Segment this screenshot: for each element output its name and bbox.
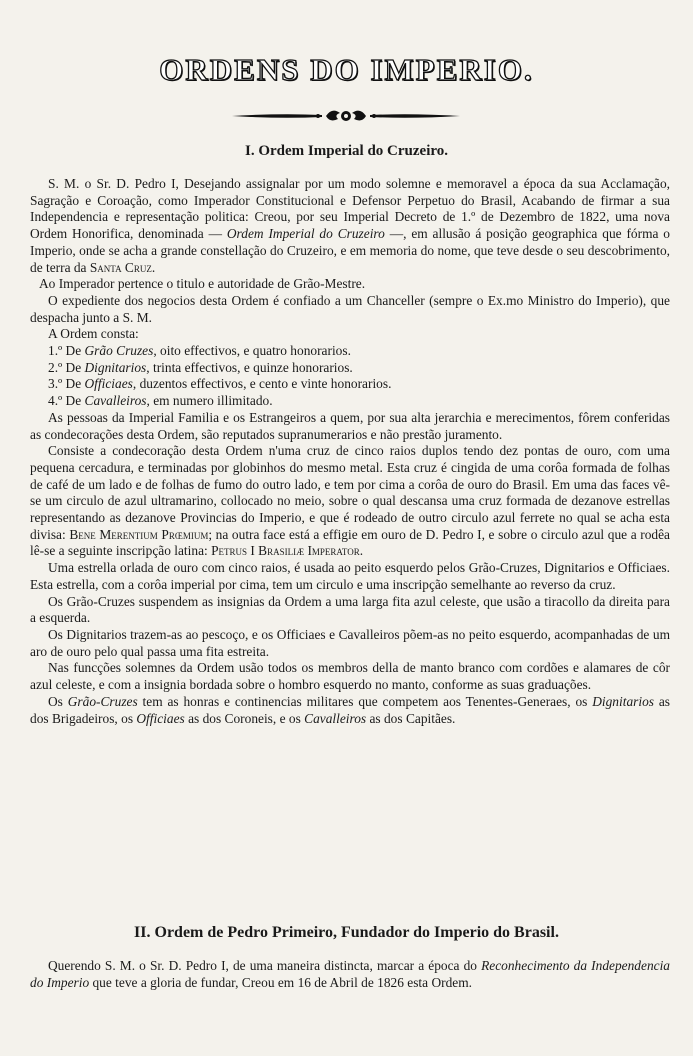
item-name: Grão Cruzes <box>84 343 154 359</box>
text-run: —, em allusão á posição geographica que fórma o Imperio, onde se acha a grande constellação do Cruzeiro, e em memoria do nome, que teve desde o seu descobrimento, de terra da <box>30 226 671 275</box>
item-text: , em numero illimitado. <box>146 393 273 409</box>
paragraph: A Ordem consta: <box>48 326 139 342</box>
item-number: 2.º De <box>48 359 85 375</box>
section-body-pedro-primeiro <box>30 958 670 991</box>
paragraph <box>30 176 670 276</box>
emphasis: Ordem Imperial do Cruzeiro <box>226 226 385 242</box>
paragraph <box>30 443 670 560</box>
list-item <box>30 360 670 377</box>
item-text: , oito effectivos, e quatro honorarios. <box>153 343 351 359</box>
text-run: ; na outra face está a effigie em ouro de D. Pedro I, e sobre o circulo azul que a rodêa lê-se a seguinte inscripção latina: <box>30 526 670 559</box>
list-item <box>30 376 670 393</box>
emphasis: Reconhecimento da Independencia do Imperio <box>30 958 671 990</box>
list-item <box>30 343 670 360</box>
ornament-divider-icon <box>230 105 462 127</box>
paragraph: Nas funcções solemnes da Ordem usão todos os membros della de manto branco com cordões e alamares de côr azul celeste, e com a insignia bordada sobre o hombro esquerdo no manto, conforme as suas graduações. <box>30 660 670 693</box>
paragraph <box>30 694 670 727</box>
paragraph: As pessoas da Imperial Familia e os Estrangeiros a quem, por sua alta jerarchia e merecimentos, fôrem conferidas as condecorações desta Ordem, são reputados supranumerarios e não prestão juramento. <box>30 409 670 442</box>
emphasis: Grão-Cruzes <box>67 693 138 709</box>
text-run: Os <box>48 693 68 709</box>
item-number: 3.º De <box>48 376 85 392</box>
paragraph: Uma estrella orlada de ouro com cinco raios, é usada ao peito esquerdo pelos Grão-Cruzes, Dignitarios e Officiaes. Esta estrella, com a corôa imperial por cima, tem um circulo e uma inscripção semelhante ao reverso da cruz. <box>30 560 670 592</box>
item-name: Dignitarios <box>84 359 147 375</box>
item-text: , trinta effectivos, e quinze honorarios. <box>146 359 353 375</box>
small-caps: Santa Cruz <box>89 259 152 275</box>
list-item <box>30 393 670 410</box>
paragraph <box>30 958 670 991</box>
section-body-cruzeiro <box>30 176 670 727</box>
text-run: Querendo S. M. o Sr. D. Pedro I, de uma maneira distincta, marcar a época do <box>48 958 482 973</box>
section-heading-cruzeiro: I. Ordem Imperial do Cruzeiro. <box>244 143 449 159</box>
paragraph: Os Grão-Cruzes suspendem as insignias da Ordem a uma larga fita azul celeste, que usão a tiracollo da direita para a esquerda. <box>30 593 670 626</box>
inscription: Petrus I Brasiliæ Imperator <box>211 543 360 559</box>
text-run: as dos Brigadeiros, os <box>30 693 670 726</box>
section-heading-pedro-primeiro: II. Ordem de Pedro Primeiro, Fundador do Imperio do Brasil. <box>134 924 559 941</box>
text-run: S. M. o Sr. D. Pedro I, Desejando assignalar por um modo solemne e memoravel a época da sua Acclamação, Sagração e Coroação, como Imperador Constitucional e Defensor Perpetuo do Brasil, Acabando de firmar a sua Independencia e representação politica: Creou, por seu Imperial Decreto de 1.º de Dezembro de 1822, uma nova Ordem Honorifica, denominada — <box>30 176 670 242</box>
emphasis: Officiaes <box>136 710 185 726</box>
text-run: Consiste a condecoração desta Ordem n'uma cruz de cinco raios duplos tendo dez pontas de ouro, com uma pequena cercadura, e terminadas por globinhos do mesmo metal. Esta cruz é cingida de uma corôa formada de folhas de café de um lado e de folhas de fumo do outro lado, e tem por cima a corôa de ouro do Brasil. Em uma das faces vê-se um circulo de azul ultramarino, collocado no meio, sobre o qual descansa uma cruz formada de dezanove estrellas representando as dezanove Provincias do Imperio, e que é rodeado de outro circulo azul ferrete no qual se acha esta divisa: <box>30 443 670 542</box>
item-text: , duzentos effectivos, e cento e vinte honorarios. <box>132 376 392 392</box>
paragraph: Os Dignitarios trazem-as ao pescoço, e os Officiaes e Cavalleiros põem-as no peito esquerdo, acompanhadas de um aro de ouro pelo qual passa uma fita estreita. <box>30 626 670 659</box>
item-number: 4.º De <box>48 393 85 409</box>
motto: Bene Merentium Prœmium <box>69 526 209 542</box>
text-run: tem as honras e continencias militares que competem aos Tenentes-Generaes, os <box>137 693 593 709</box>
page-title: ORDENS DO IMPERIO. <box>159 52 534 87</box>
text-run: . <box>151 259 156 275</box>
paragraph: O expediente dos negocios desta Ordem é confiado a um Chanceller (sempre o Ex.mo Ministro do Imperio), que despacha junto a S. M. <box>30 292 670 325</box>
text-run: as dos Coroneis, e os <box>184 710 305 726</box>
emphasis: Dignitarios <box>592 693 654 709</box>
item-name: Cavalleiros <box>84 393 147 409</box>
emphasis: Cavalleiros <box>304 710 367 726</box>
text-run: que teve a gloria de fundar, Creou em 16 de Abril de 1826 esta Ordem. <box>89 974 472 990</box>
item-number: 1.º De <box>48 343 85 359</box>
text-run: . <box>359 543 364 559</box>
paragraph: Ao Imperador pertence o titulo e autoridade de Grão-Mestre. <box>39 276 366 292</box>
item-name: Officiaes <box>84 376 133 392</box>
text-run: as dos Capitães. <box>366 710 456 726</box>
